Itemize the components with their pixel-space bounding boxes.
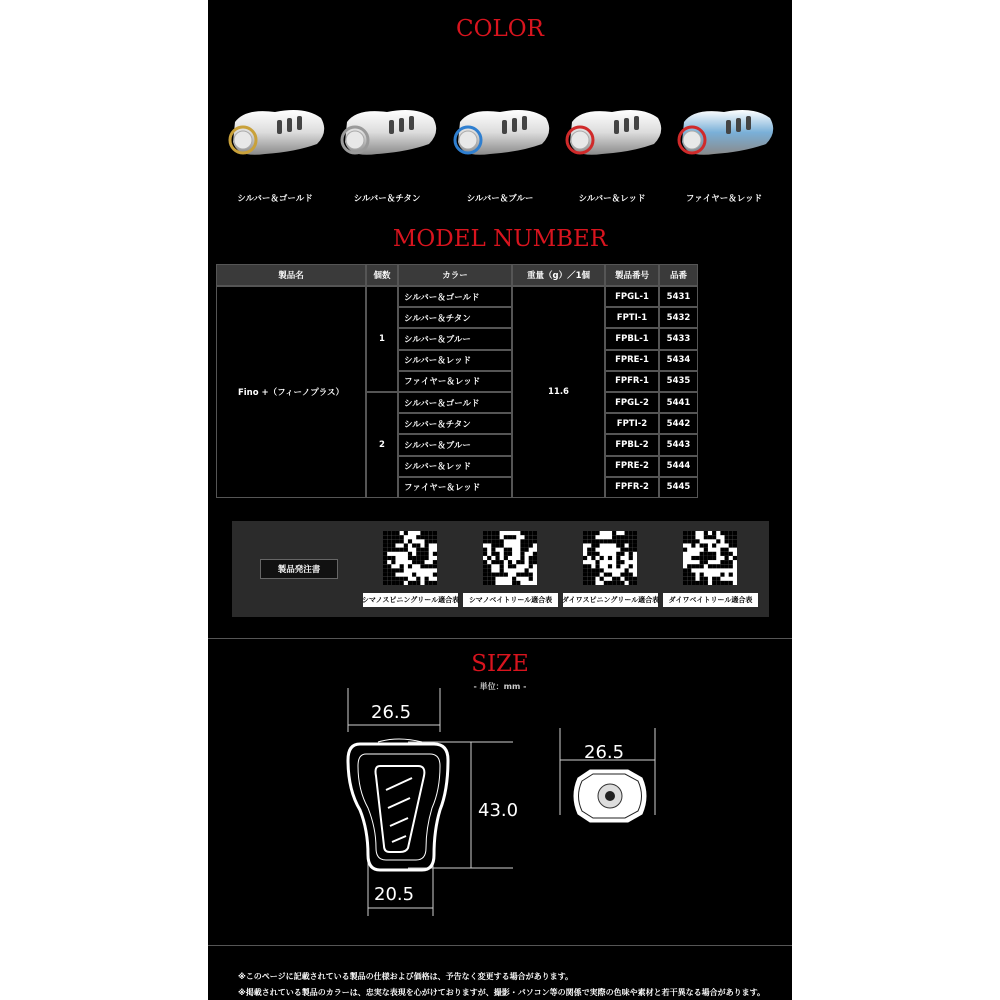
color-swatch (556, 96, 668, 216)
color-label: シルバー＆レッド (578, 194, 646, 204)
qr-link-label[interactable]: ダイワベイトリール適合表 (663, 593, 758, 607)
dim-bottom-width: 20.5 (374, 884, 415, 905)
dim-end-width: 26.5 (584, 742, 625, 763)
qr-link-label[interactable]: ダイワスピニングリール適合表 (563, 593, 658, 607)
table-header: 個数 (366, 264, 398, 286)
knob-image (674, 102, 776, 162)
knob-side-view (348, 739, 448, 870)
order-form-button[interactable]: 製品発注書 (260, 559, 338, 579)
knob-image (225, 102, 327, 162)
color-cell: ファイヤー＆レッド (398, 371, 512, 392)
note-spec: ※このページに記載されている製品の仕様および価格は、予告なく変更する場合があります。 (238, 972, 573, 981)
product-name-cell: Fino +（フィーノプラス） (216, 286, 366, 498)
color-label: シルバー＆ブルー (466, 194, 534, 204)
qr-link[interactable] (563, 531, 658, 609)
item-number-cell: 5431 (659, 286, 698, 307)
size-unit: - 単位：mm - (473, 682, 527, 691)
color-cell: シルバー＆レッド (398, 456, 512, 477)
table-header: 製品名 (216, 264, 366, 286)
qr-link-label[interactable]: シマノスピニングリール適合表 (363, 593, 458, 607)
qr-link[interactable] (463, 531, 558, 609)
table-header: 品番 (659, 264, 698, 286)
color-cell: シルバー＆ゴールド (398, 286, 512, 307)
reel-compatibility-box (232, 521, 769, 617)
note-color: ※掲載されている製品のカラーは、忠実な表現を心がけておりますが、撮影・パソコン等の関係で実際の色味や素材と若干異なる場合があります。 (238, 988, 765, 997)
color-cell: シルバー＆ブルー (398, 328, 512, 349)
qr-code-icon[interactable] (383, 531, 437, 585)
qr-link[interactable] (663, 531, 758, 609)
knob-image (337, 102, 439, 162)
item-number-cell: 5444 (659, 456, 698, 477)
color-swatch (444, 96, 556, 216)
dim-top-width: 26.5 (371, 702, 412, 723)
knob-end-view (574, 770, 646, 822)
product-code-cell: FPRE-1 (605, 350, 659, 371)
color-title: COLOR (456, 16, 544, 42)
size-title: SIZE (471, 651, 529, 677)
table-header: 重量（g）／1個 (512, 264, 605, 286)
qr-code-icon[interactable] (683, 531, 737, 585)
color-label: ファイヤー＆レッド (685, 194, 763, 204)
color-cell: シルバー＆レッド (398, 350, 512, 371)
product-code-cell: FPBL-1 (605, 328, 659, 349)
product-code-cell: FPGL-2 (605, 392, 659, 413)
qr-link[interactable] (363, 531, 458, 609)
qr-code-icon[interactable] (483, 531, 537, 585)
color-swatch (668, 96, 780, 216)
divider (208, 638, 792, 639)
item-number-cell: 5433 (659, 328, 698, 349)
item-number-cell: 5443 (659, 434, 698, 455)
weight-cell: 11.6 (512, 286, 605, 498)
knob-image (562, 102, 664, 162)
count-cell: 2 (366, 392, 398, 498)
item-number-cell: 5435 (659, 371, 698, 392)
color-cell: シルバー＆チタン (398, 307, 512, 328)
item-number-cell: 5445 (659, 477, 698, 498)
knob-image (450, 102, 552, 162)
item-number-cell: 5441 (659, 392, 698, 413)
item-number-cell: 5434 (659, 350, 698, 371)
product-code-cell: FPFR-2 (605, 477, 659, 498)
qr-code-icon[interactable] (583, 531, 637, 585)
model-number-title: MODEL NUMBER (392, 226, 608, 252)
qr-link-label[interactable]: シマノベイトリール適合表 (463, 593, 558, 607)
product-code-cell: FPTI-1 (605, 307, 659, 328)
dim-height: 43.0 (478, 800, 519, 821)
color-cell: シルバー＆ゴールド (398, 392, 512, 413)
product-code-cell: FPBL-2 (605, 434, 659, 455)
product-code-cell: FPRE-2 (605, 456, 659, 477)
count-cell: 1 (366, 286, 398, 392)
color-swatch (331, 96, 443, 216)
product-code-cell: FPFR-1 (605, 371, 659, 392)
product-code-cell: FPGL-1 (605, 286, 659, 307)
product-code-cell: FPTI-2 (605, 413, 659, 434)
color-label: シルバー＆チタン (353, 194, 421, 204)
color-swatch (219, 96, 331, 216)
table-header: 製品番号 (605, 264, 659, 286)
color-cell: シルバー＆ブルー (398, 434, 512, 455)
model-table (216, 264, 698, 498)
product-panel (208, 0, 792, 1000)
color-cell: ファイヤー＆レッド (398, 477, 512, 498)
divider (208, 945, 792, 946)
color-label: シルバー＆ゴールド (237, 194, 313, 204)
item-number-cell: 5442 (659, 413, 698, 434)
item-number-cell: 5432 (659, 307, 698, 328)
color-cell: シルバー＆チタン (398, 413, 512, 434)
table-header: カラー (398, 264, 512, 286)
